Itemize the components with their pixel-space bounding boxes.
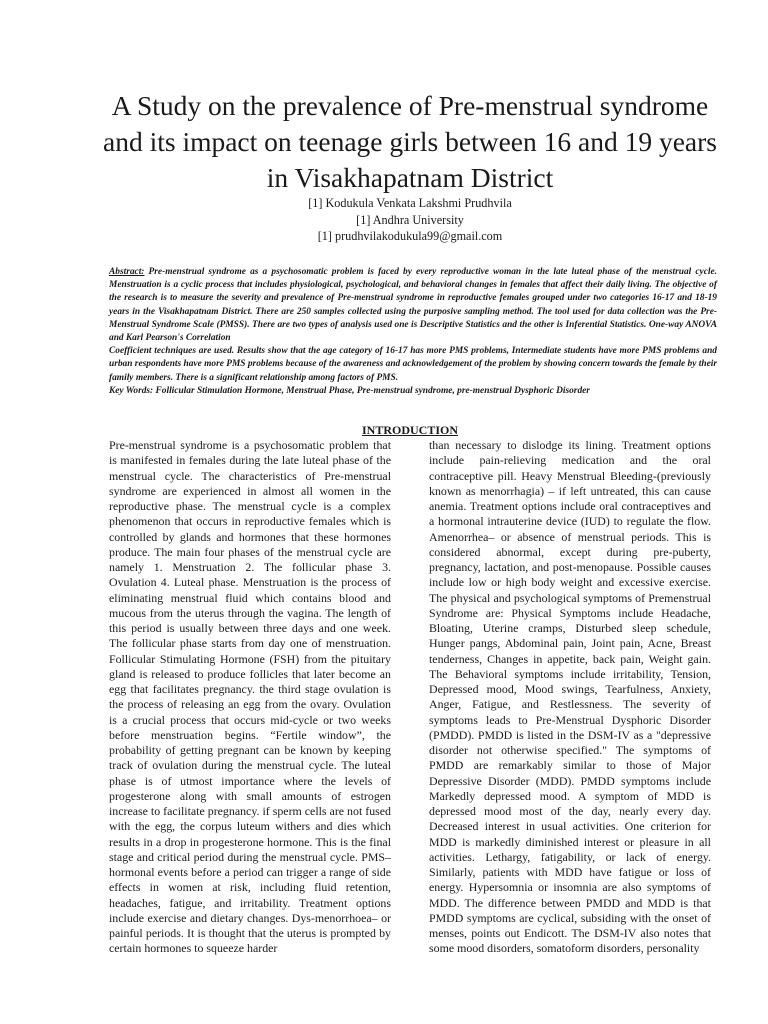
abstract-label: Abstract:	[109, 267, 145, 277]
author-block	[200, 195, 620, 245]
author-name: [1] Kodukula Venkata Lakshmi Prudhvila	[308, 196, 512, 210]
keywords: Key Words: Follicular Stimulation Hormone, Menstrual Phase, Pre-menstrual syndrome, pre-menstrual Dysphoric Disorder	[109, 385, 590, 396]
abstract	[109, 266, 717, 398]
author-email: [1] prudhvilakodukula99@gmail.com	[317, 229, 503, 243]
abstract-text: Pre-menstrual syndrome as a psychosomatic problem is faced by every reproductive woman in the late luteal phase of the menstrual cycle. Menstruation is a cyclic process that includes physiological, psychological, and behavioral changes in females that affect their daily living. The objective of the research is to measure the severity and prevalence of Pre-menstrual syndrome in reproductive females grouped under two categories 16-17 and 18-19 years in the Visakhapatnam District. There are 250 samples collected using the purposive sampling method. The tool used for data collection was the Pre-Menstrual Syndrome Scale (PMSS). There are two types of analysis used one is Descriptive Statistics and the other is Inferential Statistics. One-way ANOVA and Karl Pearson's Correlation	[109, 267, 717, 344]
body-paragraph-left: Pre-menstrual syndrome is a psychosomatic problem that is manifested in females during the late luteal phase of the menstrual cycle. The characteristics of Pre-menstrual syndrome are experienced in almost all women in the reproductive phase. The menstrual cycle is a complex phenomenon that occurs in reproductive females which is controlled by glands and hormones that these hormones produce. The main four phases of the menstrual cycle are namely 1. Menstruation 2. The follicular phase 3. Ovulation 4. Luteal phase. Menstruation is the process of eliminating menstrual fluid which contains blood and mucous from the uterus through the vagina. The length of this period is usually between three days and one week. The follicular phase starts from day one of menstruation. Follicular Stimulating Hormone (FSH) from the pituitary gland is released to produce follicles that later become an egg that facilitates pregnancy. the third stage ovulation is the process of releasing an egg from the ovary. Ovulation is a crucial process that occurs mid-cycle or two weeks before menstruation begins. “Fertile window”, the probability of getting pregnant can be known by keeping track of ovulation during the menstrual cycle. The luteal phase is of utmost importance where the levels of progesterone along with small amounts of estrogen increase to facilitate pregnancy. if sperm cells are not fused with the egg, the corpus luteum withers and dies which results in a drop in progesterone hormone. This is the final stage and critical period during the menstrual cycle. PMS– hormonal events before a period can trigger a range of side effects in women at risk, including fluid retention, headaches, fatigue, and irritability. Treatment options include exercise and dietary changes. Dys-menorrhoea– or painful periods. It is thought that the uterus is prompted by certain hormones to squeeze harder	[109, 438, 391, 956]
section-heading-introduction: INTRODUCTION	[362, 423, 459, 437]
abstract-paragraph	[109, 266, 717, 345]
body-column-left	[109, 438, 391, 956]
author-affiliation: [1] Andhra University	[356, 212, 464, 227]
body-paragraph-right: than necessary to dislodge its lining. Treatment options include pain-relieving medication and the oral contraceptive pill. Heavy Menstrual Bleeding-(previously known as menorrhagia) – if left untreated, this can cause anemia. Treatment options include oral contraceptives and a hormonal intrauterine device (IUD) to regulate the flow. Amenorrhea– or absence of menstrual periods. This is considered abnormal, except during pre-puberty, pregnancy, lactation, and post-menopause. Possible causes include low or high body weight and excessive exercise. The physical and psychological symptoms of Premenstrual Syndrome are: Physical Symptoms include Headache, Bloating, Uterine cramps, Disturbed sleep schedule, Hunger pangs, Abdominal pain, Joint pain, Acne, Breast tenderness, Changes in appetite, back pain, Weight gain. The Behavioral symptoms include irritability, Tension, Depressed mood, Mood swings, Tearfulness, Anxiety, Anger, Fatigue, and Restlessness. The severity of symptoms leads to Pre-Menstrual Dysphoric Disorder (PMDD). PMDD is listed in the DSM-IV as a "depressive disorder not otherwise specified." The symptoms of PMDD are remarkably similar to those of Major Depressive Disorder (MDD). PMDD symptoms include Markedly depressed mood. A symptom of MDD is depressed mood most of the day, nearly every day. Decreased interest in usual activities. One criterion for MDD is markedly diminished interest or pleasure in all activities. Lethargy, fatigability, or lack of energy. Similarly, patients with MDD have fatigue or loss of energy. Hypersomnia or insomnia are also symptoms of MDD. The difference between PMDD and MDD is that PMDD symptoms are cyclical, subsiding with the onset of menses, points out Endicott. The DSM-IV also notes that some mood disorders, somatoform disorders, personality	[429, 438, 711, 956]
abstract-continuation: Coefficient techniques are used. Results show that the age category of 16-17 has more PMS problems, Intermediate students have more PMS problems and urban respondents have more PMS problems because of the awareness and acknowledgement of the problem by showing concern towards the female by their family members. There is a significant relationship among factors of PMS.	[109, 346, 717, 383]
paper-title: A Study on the prevalence of Pre-menstrual syndrome and its impact on teenage girls between 16 and 19 years in Visakhapatnam District	[103, 90, 717, 193]
body-column-right	[429, 438, 711, 956]
